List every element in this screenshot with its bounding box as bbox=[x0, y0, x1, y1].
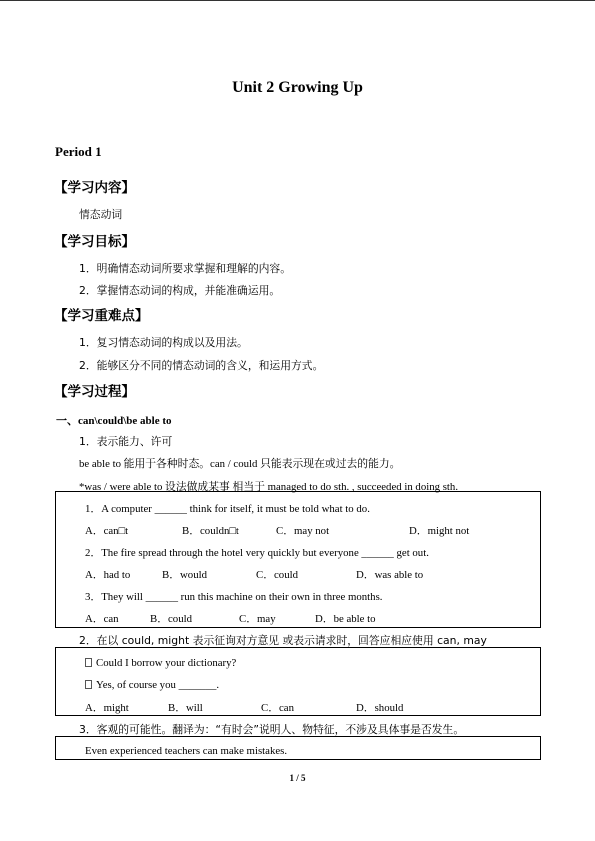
part1-line-b: *was / were able to 设法做成某事 相当于 managed to do sth. , succeeded in doing sth. bbox=[79, 481, 459, 493]
section-heading-goals: 【学习目标】 bbox=[54, 234, 135, 250]
missing-glyph-icon bbox=[85, 680, 92, 689]
part1-item2: 2．在以 could, might 表示征询对方意见 或表示请求时，回答应相应使用 can, may bbox=[79, 634, 487, 647]
dialogue-line-1: Could I borrow your dictionary? bbox=[85, 657, 236, 669]
q1-option-a: A．can□t bbox=[85, 525, 129, 537]
q1-option-b: B．couldn□t bbox=[182, 525, 239, 537]
part1-line-a: be able to 能用于各种时态。can / could 只能表示现在或过去的能力。 bbox=[79, 458, 401, 470]
section-heading-key-points: 【学习重难点】 bbox=[54, 308, 149, 324]
q2-option-a: A．had to bbox=[85, 569, 131, 581]
missing-glyph-icon bbox=[85, 658, 92, 667]
key-point-item: 1．复习情态动词的构成以及用法。 bbox=[79, 336, 248, 349]
part1-item3: 3．客观的可能性。翻译为：“有时会”说明人、物特征，不涉及具体事是否发生。 bbox=[79, 723, 465, 736]
example-sentence: Even experienced teachers can make mistakes. bbox=[85, 745, 288, 757]
box2-option-d: D．should bbox=[356, 702, 404, 714]
box2-option-a: A．might bbox=[85, 702, 129, 714]
page-title: Unit 2 Growing Up bbox=[232, 79, 363, 96]
content-text: 情态动词 bbox=[79, 208, 123, 221]
part1-item1: 1．表示能力、许可 bbox=[79, 435, 173, 448]
question-1: 1．A computer ______ think for itself, it must be told what to do. bbox=[85, 503, 370, 515]
q3-option-b: B．could bbox=[150, 613, 192, 625]
key-point-item: 2．能够区分不同的情态动词的含义，和运用方式。 bbox=[79, 359, 324, 372]
q1-option-c: C．may not bbox=[276, 525, 330, 537]
page-number: 1 / 5 bbox=[289, 773, 306, 783]
period-label: Period 1 bbox=[55, 144, 102, 159]
goal-item: 2．掌握情态动词的构成，并能准确运用。 bbox=[79, 284, 281, 297]
q3-option-c: C．may bbox=[239, 613, 276, 625]
part1-heading: 一、can\could\be able to bbox=[56, 415, 172, 427]
q2-option-d: D．was able to bbox=[356, 569, 424, 581]
q1-option-d: D．might not bbox=[409, 525, 470, 537]
q2-option-c: C．could bbox=[256, 569, 298, 581]
section-heading-process: 【学习过程】 bbox=[54, 384, 135, 400]
box2-option-b: B．will bbox=[168, 702, 203, 714]
q2-option-b: B．would bbox=[162, 569, 207, 581]
top-rule bbox=[0, 0, 595, 1]
goal-item: 1．明确情态动词所要求掌握和理解的内容。 bbox=[79, 262, 292, 275]
question-3: 3．They will ______ run this machine on their own in three months. bbox=[85, 591, 383, 603]
box2-option-c: C．can bbox=[261, 702, 294, 714]
q3-option-d: D．be able to bbox=[315, 613, 376, 625]
dialogue-line-2: Yes, of course you _______. bbox=[85, 679, 219, 691]
section-heading-content: 【学习内容】 bbox=[54, 180, 135, 196]
q3-option-a: A．can bbox=[85, 613, 119, 625]
question-2: 2．The fire spread through the hotel very quickly but everyone ______ get out. bbox=[85, 547, 429, 559]
